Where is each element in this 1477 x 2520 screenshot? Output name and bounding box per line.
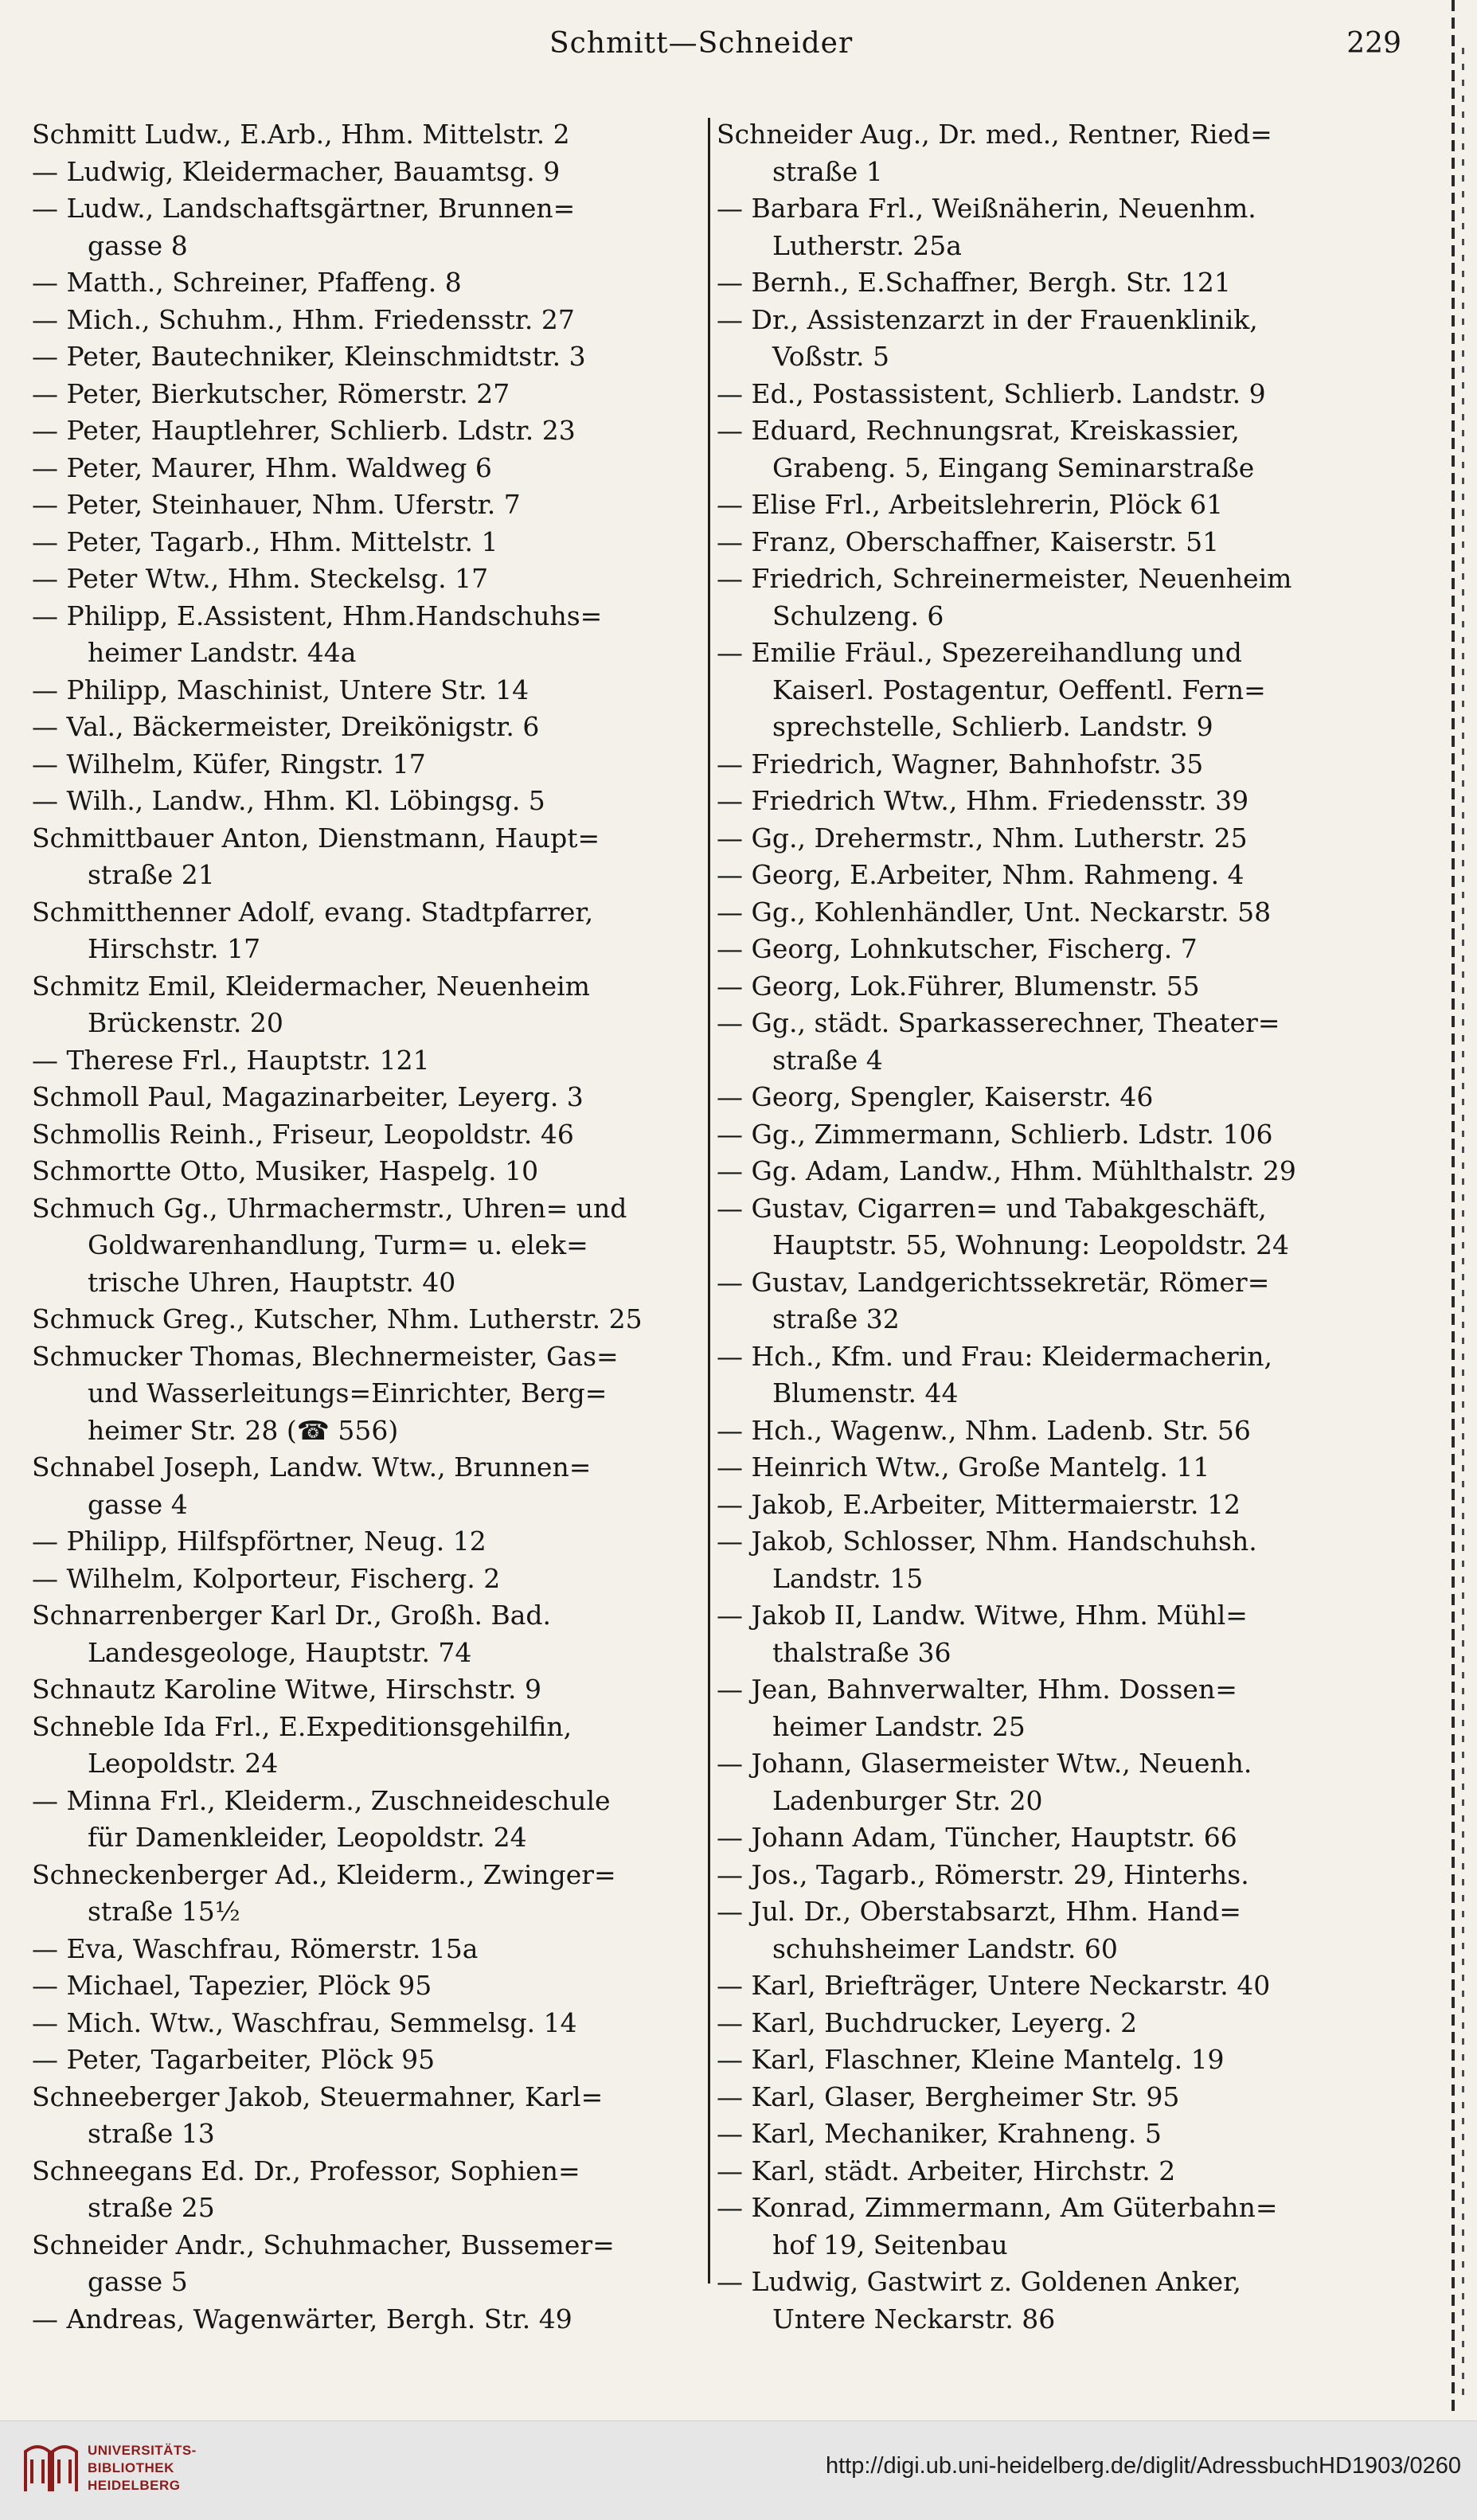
directory-entry-line: — Philipp, Maschinist, Untere Str. 14 — [32, 674, 529, 705]
directory-entry-line: — Ludw., Landschaftsgärtner, Brunnen= — [32, 193, 576, 224]
binding-edge — [1452, 0, 1455, 2413]
footer-bar — [0, 2420, 1477, 2520]
left-column — [32, 116, 702, 2334]
directory-entry-line: straße 15½ — [88, 1896, 240, 1927]
directory-entry-line: — Friedrich, Schreinermeister, Neuenheim — [717, 563, 1292, 594]
directory-entry-line: — Hch., Kfm. und Frau: Kleidermacherin, — [717, 1340, 1272, 1372]
page-header — [0, 27, 1417, 75]
column-divider — [708, 118, 710, 2284]
directory-entry-line: Landesgeologe, Hauptstr. 74 — [88, 1636, 472, 1668]
directory-entry-line: schuhsheimer Landstr. 60 — [772, 1932, 1118, 1964]
directory-entry-line: — Karl, Flaschner, Kleine Mantelg. 19 — [717, 2044, 1225, 2075]
directory-entry-line: — Peter, Bierkutscher, Römerstr. 27 — [32, 377, 510, 409]
directory-entry-line: gasse 5 — [88, 2266, 188, 2297]
directory-entry-line: — Karl, Glaser, Bergheimer Str. 95 — [717, 2080, 1180, 2112]
directory-entry-line: — Peter, Bautechniker, Kleinschmidtstr. 3 — [32, 341, 586, 372]
directory-entry-line: — Philipp, Hilfspförtner, Neug. 12 — [32, 1526, 486, 1557]
directory-entry-line: heimer Landstr. 25 — [772, 1710, 1026, 1742]
directory-entry-line: Schnarrenberger Karl Dr., Großh. Bad. — [32, 1600, 551, 1631]
directory-entry-line: — Gg., Drehermstr., Nhm. Lutherstr. 25 — [717, 822, 1248, 854]
directory-entry-line: Hirschstr. 17 — [88, 933, 261, 964]
directory-entry-line: — Peter, Hauptlehrer, Schlierb. Ldstr. 23 — [32, 415, 576, 446]
directory-entry-line: Ladenburger Str. 20 — [772, 1784, 1043, 1816]
binding-edge-secondary — [1462, 48, 1464, 2397]
directory-entry-line: — Johann Adam, Tüncher, Hauptstr. 66 — [717, 1822, 1237, 1853]
directory-entry-line: — Gustav, Cigarren= und Tabakgeschäft, — [717, 1192, 1267, 1224]
directory-entry-line: — Mich. Wtw., Waschfrau, Semmelsg. 14 — [32, 2006, 577, 2038]
directory-entry-line: — Ed., Postassistent, Schlierb. Landstr. 9 — [717, 377, 1266, 409]
directory-entry-line: Schmuck Greg., Kutscher, Nhm. Lutherstr. 25 — [32, 1303, 643, 1334]
directory-entry-line: heimer Landstr. 44a — [88, 637, 357, 668]
directory-entry-line: — Peter Wtw., Hhm. Steckelsg. 17 — [32, 563, 489, 594]
directory-entry-line: — Peter, Steinhauer, Nhm. Uferstr. 7 — [32, 489, 521, 520]
directory-entry-line: thalstraße 36 — [772, 1636, 951, 1668]
directory-entry-line: — Gg., Kohlenhändler, Unt. Neckarstr. 58 — [717, 896, 1272, 928]
directory-entry-line: Schulzeng. 6 — [772, 600, 944, 631]
directory-entry-line: — Minna Frl., Kleiderm., Zuschneideschule — [32, 1784, 611, 1816]
directory-entry-line: — Val., Bäckermeister, Dreikönigstr. 6 — [32, 711, 540, 742]
directory-entry-line: Schnabel Joseph, Landw. Wtw., Brunnen= — [32, 1451, 592, 1483]
directory-entry-line: Voßstr. 5 — [772, 341, 890, 372]
directory-entry-line: — Jean, Bahnverwalter, Hhm. Dossen= — [717, 1674, 1237, 1705]
directory-entry-line: — Matth., Schreiner, Pfaffeng. 8 — [32, 267, 462, 298]
directory-entry-line: trische Uhren, Hauptstr. 40 — [88, 1266, 456, 1298]
directory-entry-line: — Jul. Dr., Oberstabsarzt, Hhm. Hand= — [717, 1896, 1241, 1927]
directory-entry-line: — Georg, Lok.Führer, Blumenstr. 55 — [717, 970, 1200, 1002]
directory-entry-line: Hauptstr. 55, Wohnung: Leopoldstr. 24 — [772, 1229, 1289, 1260]
directory-entry-line: Grabeng. 5, Eingang Seminarstraße — [772, 451, 1255, 483]
directory-entry-line: straße 21 — [88, 859, 215, 890]
directory-entry-line: — Elise Frl., Arbeitslehrerin, Plöck 61 — [717, 489, 1224, 520]
directory-entry-line: Schmortte Otto, Musiker, Haspelg. 10 — [32, 1155, 539, 1186]
directory-entry-line: — Gg., Zimmermann, Schlierb. Ldstr. 106 — [717, 1118, 1273, 1150]
directory-entry-line: — Michael, Tapezier, Plöck 95 — [32, 1970, 432, 2001]
directory-entry-line: Schmittbauer Anton, Dienstmann, Haupt= — [32, 822, 600, 854]
directory-entry-line: — Karl, Mechaniker, Krahneng. 5 — [717, 2118, 1162, 2149]
directory-entry-line: — Bernh., E.Schaffner, Bergh. Str. 121 — [717, 267, 1231, 298]
directory-entry-line: straße 4 — [772, 1044, 883, 1076]
directory-entry-line: — Hch., Wagenw., Nhm. Ladenb. Str. 56 — [717, 1414, 1251, 1446]
library-name-line: UNIVERSITÄTS- — [88, 2443, 197, 2458]
directory-entry-line: — Konrad, Zimmermann, Am Güterbahn= — [717, 2192, 1278, 2223]
directory-entry-line: straße 32 — [772, 1303, 900, 1334]
directory-entry-line: — Ludwig, Kleidermacher, Bauamtsg. 9 — [32, 155, 561, 187]
library-name-line: BIBLIOTHEK — [88, 2460, 174, 2475]
directory-entry-line: — Wilhelm, Küfer, Ringstr. 17 — [32, 748, 426, 779]
directory-entry-line: — Emilie Fräul., Spezereihandlung und — [717, 637, 1242, 668]
directory-entry-line: Landstr. 15 — [772, 1562, 924, 1594]
directory-entry-line: Schneider Andr., Schuhmacher, Bussemer= — [32, 2229, 615, 2260]
directory-entry-line: heimer Str. 28 (☎ 556) — [88, 1414, 399, 1446]
directory-entry-line: Lutherstr. 25a — [772, 229, 962, 261]
directory-entry-line: straße 1 — [772, 155, 883, 187]
directory-entry-line: — Wilh., Landw., Hhm. Kl. Löbingsg. 5 — [32, 785, 545, 816]
directory-entry-line: — Mich., Schuhm., Hhm. Friedensstr. 27 — [32, 303, 575, 335]
directory-entry-line: — Karl, Buchdrucker, Leyerg. 2 — [717, 2006, 1138, 2038]
directory-entry-line: — Karl, städt. Arbeiter, Hirchstr. 2 — [717, 2155, 1176, 2186]
directory-entry-line: — Gustav, Landgerichtssekretär, Römer= — [717, 1266, 1270, 1298]
directory-entry-line: — Peter, Tagarb., Hhm. Mittelstr. 1 — [32, 525, 498, 557]
directory-entry-line: Kaiserl. Postagentur, Oeffentl. Fern= — [772, 674, 1266, 705]
directory-entry-line: — Heinrich Wtw., Große Mantelg. 11 — [717, 1451, 1210, 1483]
directory-entry-line: — Philipp, E.Assistent, Hhm.Handschuhs= — [32, 600, 603, 631]
directory-entry-line: Leopoldstr. 24 — [88, 1748, 279, 1779]
directory-entry-line: — Wilhelm, Kolporteur, Fischerg. 2 — [32, 1562, 501, 1594]
directory-entry-line: — Georg, E.Arbeiter, Nhm. Rahmeng. 4 — [717, 859, 1245, 890]
directory-entry-line: — Franz, Oberschaffner, Kaiserstr. 51 — [717, 525, 1220, 557]
directory-entry-line: — Friedrich, Wagner, Bahnhofstr. 35 — [717, 748, 1204, 779]
directory-entry-line: Schmuch Gg., Uhrmachermstr., Uhren= und — [32, 1192, 627, 1224]
directory-entry-line: Schneckenberger Ad., Kleiderm., Zwinger= — [32, 1858, 616, 1890]
source-url-link[interactable]: http://digi.ub.uni-heidelberg.de/diglit/AdressbuchHD1903/0260 — [825, 2453, 1461, 2479]
directory-entry-line: Schneeberger Jakob, Steuermahner, Karl= — [32, 2080, 604, 2112]
directory-entry-line: — Eduard, Rechnungsrat, Kreiskassier, — [717, 415, 1240, 446]
library-name — [88, 2442, 197, 2495]
directory-entry-line: — Andreas, Wagenwärter, Bergh. Str. 49 — [32, 2303, 572, 2334]
directory-entry-line: Schneegans Ed. Dr., Professor, Sophien= — [32, 2155, 580, 2186]
directory-entry-line: sprechstelle, Schlierb. Landstr. 9 — [772, 711, 1213, 742]
library-name-line: HEIDELBERG — [88, 2478, 181, 2493]
page-number: 229 — [1346, 27, 1401, 60]
directory-entry-line: Schneider Aug., Dr. med., Rentner, Ried= — [717, 119, 1272, 150]
directory-entry-line: gasse 8 — [88, 229, 188, 261]
directory-entry-line: Schmitt Ludw., E.Arb., Hhm. Mittelstr. 2 — [32, 119, 570, 150]
directory-entry-line: — Gg. Adam, Landw., Hhm. Mühlthalstr. 29 — [717, 1155, 1296, 1186]
directory-entry-line: — Gg., städt. Sparkasserechner, Theater= — [717, 1007, 1280, 1038]
directory-entry-line: Schnautz Karoline Witwe, Hirschstr. 9 — [32, 1674, 542, 1705]
directory-entry-line: hof 19, Seitenbau — [772, 2229, 1008, 2260]
directory-entry-line: straße 25 — [88, 2192, 215, 2223]
directory-entry-line: — Jakob, Schlosser, Nhm. Handschuhsh. — [717, 1526, 1257, 1557]
directory-entry-line: — Barbara Frl., Weißnäherin, Neuenhm. — [717, 193, 1256, 224]
directory-entry-line: — Georg, Lohnkutscher, Fischerg. 7 — [717, 933, 1198, 964]
directory-entry-line: — Johann, Glasermeister Wtw., Neuenh. — [717, 1748, 1252, 1779]
directory-entry-line: Schneble Ida Frl., E.Expeditionsgehilfin, — [32, 1710, 572, 1742]
directory-entry-line: Schmucker Thomas, Blechnermeister, Gas= — [32, 1340, 619, 1372]
directory-entry-line: Brückenstr. 20 — [88, 1007, 283, 1038]
directory-entry-line: — Jakob, E.Arbeiter, Mittermaierstr. 12 — [717, 1488, 1241, 1520]
directory-entry-line: — Jos., Tagarb., Römerstr. 29, Hinterhs. — [717, 1858, 1249, 1890]
right-column — [717, 116, 1387, 2334]
directory-entry-line: — Friedrich Wtw., Hhm. Friedensstr. 39 — [717, 785, 1249, 816]
directory-entry-line: straße 13 — [88, 2118, 215, 2149]
directory-entry-line: — Georg, Spengler, Kaiserstr. 46 — [717, 1081, 1154, 1112]
directory-columns — [32, 116, 1385, 2334]
directory-entry-line: und Wasserleitungs=Einrichter, Berg= — [88, 1377, 608, 1408]
directory-entry-line: — Karl, Briefträger, Untere Neckarstr. 40 — [717, 1970, 1271, 2001]
directory-entry-line: — Jakob II, Landw. Witwe, Hhm. Mühl= — [717, 1600, 1248, 1631]
directory-entry-line: Goldwarenhandlung, Turm= u. elek= — [88, 1229, 588, 1260]
directory-entry-line: gasse 4 — [88, 1488, 188, 1520]
running-title: Schmitt—Schneider — [549, 27, 854, 60]
directory-entry-line: Schmollis Reinh., Friseur, Leopoldstr. 46 — [32, 1118, 574, 1150]
library-logo-icon — [18, 2436, 83, 2501]
directory-entry-line: — Ludwig, Gastwirt z. Goldenen Anker, — [717, 2266, 1241, 2297]
directory-entry-line: Schmoll Paul, Magazinarbeiter, Leyerg. 3 — [32, 1081, 584, 1112]
directory-entry-line: für Damenkleider, Leopoldstr. 24 — [88, 1822, 527, 1853]
directory-entry-line: — Peter, Tagarbeiter, Plöck 95 — [32, 2044, 436, 2075]
directory-entry-line: — Peter, Maurer, Hhm. Waldweg 6 — [32, 451, 492, 483]
directory-entry-line: — Dr., Assistenzarzt in der Frauenklinik, — [717, 303, 1258, 335]
directory-entry-line: Schmitthenner Adolf, evang. Stadtpfarrer, — [32, 896, 594, 928]
directory-entry-line: Schmitz Emil, Kleidermacher, Neuenheim — [32, 970, 590, 1002]
directory-entry-line: Blumenstr. 44 — [772, 1377, 959, 1408]
directory-entry-line: — Therese Frl., Hauptstr. 121 — [32, 1044, 430, 1076]
directory-entry-line: — Eva, Waschfrau, Römerstr. 15a — [32, 1932, 479, 1964]
directory-entry-line: Untere Neckarstr. 86 — [772, 2303, 1056, 2334]
